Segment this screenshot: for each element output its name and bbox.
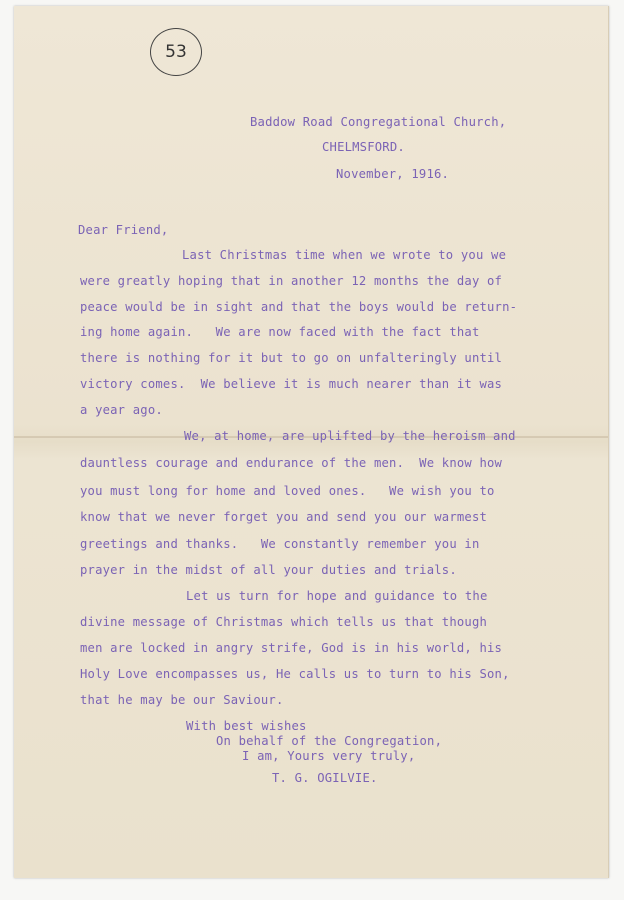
body-line: Last Christmas time when we wrote to you we [182,248,507,262]
body-line: you must long for home and loved ones. We wish you to [80,484,495,498]
body-line: We, at home, are uplifted by the heroism and [184,429,516,443]
body-line: divine message of Christmas which tells us that though [80,615,488,629]
body-line: peace would be in sight and that the boys would be return- [80,300,518,314]
body-line: Let us turn for hope and guidance to the [186,589,488,603]
body-line: know that we never forget you and send you our warmest [80,510,488,524]
closing-yours: I am, Yours very truly, [242,749,416,763]
body-line: greetings and thanks. We constantly remember you in [80,537,480,551]
body-line: there is nothing for it but to go on unfalteringly until [80,351,503,365]
body-line: prayer in the midst of all your duties and trials. [80,563,457,577]
archive-number-stamp: 53 [150,28,202,76]
body-line: men are locked in angry strife, God is in his world, his [80,641,503,655]
church-name: Baddow Road Congregational Church, [250,115,507,129]
salutation: Dear Friend, [78,223,169,237]
town-name: CHELMSFORD. [322,140,405,154]
letter-date: November, 1916. [336,167,450,181]
body-line: ing home again. We are now faced with the fact that [80,325,480,339]
body-line: victory comes. We believe it is much nearer than it was [80,377,503,391]
body-line: were greatly hoping that in another 12 months the day of [80,274,503,288]
closing-wishes: With best wishes [186,719,307,733]
closing-behalf: On behalf of the Congregation, [216,734,443,748]
body-line: that he may be our Saviour. [80,693,284,707]
body-line: dauntless courage and endurance of the men. We know how [80,456,503,470]
signature: T. G. OGILVIE. [272,771,378,785]
body-line: Holy Love encompasses us, He calls us to turn to his Son, [80,667,510,681]
body-line: a year ago. [80,403,163,417]
